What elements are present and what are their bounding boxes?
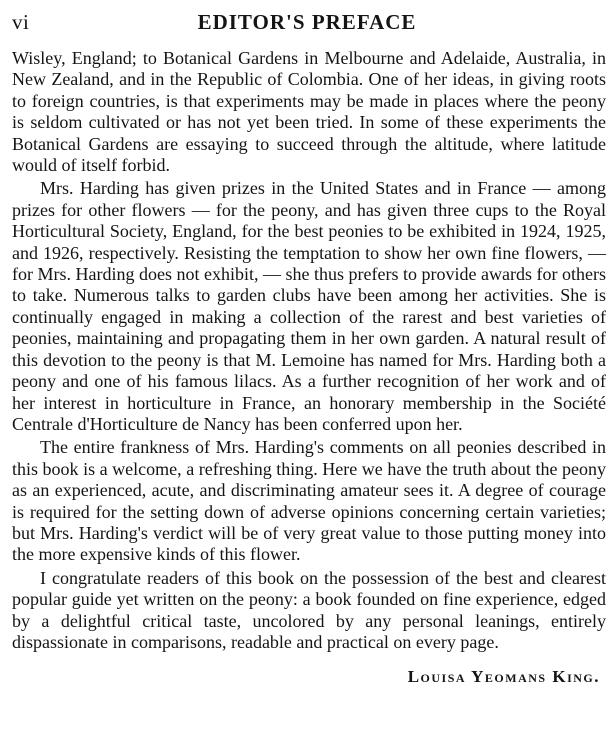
signature: Louisa Yeomans King. <box>407 667 600 687</box>
page-body <box>12 48 606 687</box>
running-head: EDITOR'S PREFACE <box>197 10 417 34</box>
page-header <box>8 6 606 40</box>
paragraph-3: The entire frankness of Mrs. Harding's comments on all peonies described in this book is a welcome, a refreshing thing. Here we have the truth about the peony as an experienced, acute, and discriminating amateur sees it. A degree of courage is required for the setting down of adverse opinions concerning certain varieties; but Mrs. Harding's verdict will be of very great value to those putting money into the more expensive kinds of this flower. <box>12 437 606 565</box>
page-number: vi <box>12 10 30 34</box>
paragraph-2: Mrs. Harding has given prizes in the United States and in France — among prizes for other flowers — for the peony, and has given three cups to the Royal Horticultural Society, England, for the best peonies to be exhibited in 1924, 1925, and 1926, respectively. Resisting the temptation to show her own fine flowers, — for Mrs. Harding does not exhibit, — she thus prefers to provide awards for others to take. Numerous talks to garden clubs have been among her activities. She is continually engaged in making a collection of the rarest and best varieties of peonies, maintaining and propagating them in her own garden. A natural result of this devotion to the peony is that M. Lemoine has named for Mrs. Harding both a peony and one of his famous lilacs. As a further recognition of her work and of her interest in horticulture in France, an honorary membership in the Société Centrale d'Horticulture de Nancy has been conferred upon her. <box>12 178 606 434</box>
paragraph-4: I congratulate readers of this book on the possession of the best and clearest popular guide yet written on the peony: a book founded on fine experience, edged by a delightful critical taste, uncolored by any personal leanings, entirely dispassionate in comparisons, readable and practical on every page. <box>12 567 606 652</box>
book-page <box>8 6 606 750</box>
paragraph-1: Wisley, England; to Botanical Gardens in Melbourne and Adelaide, Australia, in New Zealand, and in the Republic of Colombia. One of her ideas, in giving roots to foreign countries, is that experiments may be made in places where the peony is seldom cultivated or has not yet been tried. In some of these experiments the Botanical Gardens are essaying to succeed through the altitude, where latitude would of itself forbid. <box>12 48 606 176</box>
